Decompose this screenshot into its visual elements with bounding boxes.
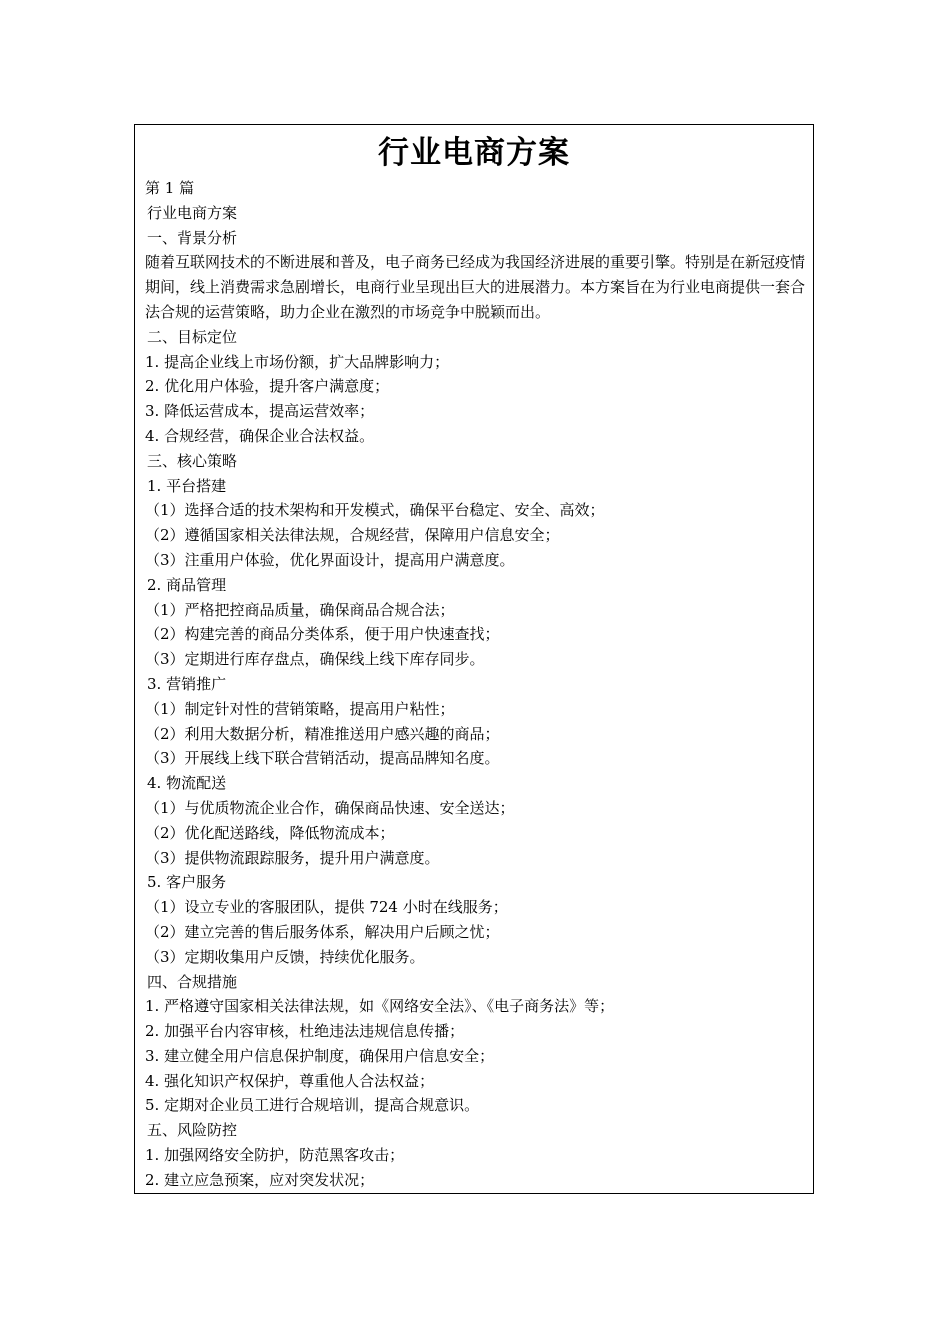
text-line: 2. 建立应急预案，应对突发状况； xyxy=(145,1170,375,1189)
text-line: 4. 强化知识产权保护，尊重他人合法权益； xyxy=(145,1071,435,1090)
document-frame xyxy=(134,124,814,1194)
text-line: （1）与优质物流企业合作，确保商品快速、安全送达； xyxy=(145,798,515,817)
text-line: （2）遵循国家相关法律法规，合规经营，保障用户信息安全； xyxy=(145,526,560,545)
section-heading: 4. 物流配送 xyxy=(147,774,227,793)
text-line: （2）利用大数据分析，精准推送用户感兴趣的商品； xyxy=(145,724,500,743)
document-title: 行业电商方案 xyxy=(378,135,570,171)
text-line: 3. 降低运营成本，提高运营效率； xyxy=(145,402,375,421)
text-line: 1. 严格遵守国家相关法律法规，如《网络安全法》、《电子商务法》等； xyxy=(145,997,615,1016)
text-line: 5. 定期对企业员工进行合规培训，提高合规意识。 xyxy=(145,1096,480,1115)
section-heading: 2. 商品管理 xyxy=(147,575,227,594)
text-line: （1）设立专业的客服团队，提供 724 小时在线服务； xyxy=(145,898,508,917)
text-line: （3）提供物流跟踪服务，提升用户满意度。 xyxy=(145,848,440,867)
text-line: （3）开展线上线下联合营销活动，提高品牌知名度。 xyxy=(145,749,500,768)
text-line: 3. 建立健全用户信息保护制度，确保用户信息安全； xyxy=(145,1046,495,1065)
section-heading: 1. 平台搭建 xyxy=(147,476,227,495)
section-heading: 3. 营销推广 xyxy=(147,674,227,693)
text-line: （3）定期进行库存盘点，确保线上线下库存同步。 xyxy=(145,650,485,669)
text-line: （1）选择合适的技术架构和开发模式，确保平台稳定、安全、高效； xyxy=(145,501,605,520)
section-heading: 四、合规措施 xyxy=(147,972,238,991)
text-line: 第 1 篇 xyxy=(145,179,195,197)
text-line: （3）注重用户体验，优化界面设计，提高用户满意度。 xyxy=(145,550,515,569)
section-heading: 三、核心策略 xyxy=(147,451,238,470)
section-heading: 5. 客户服务 xyxy=(147,873,227,892)
text-line: （1）严格把控商品质量，确保商品合规合法； xyxy=(145,600,455,619)
text-line: （1）制定针对性的营销策略，提高用户粘性； xyxy=(145,699,455,718)
text-line: 1. 提高企业线上市场份额，扩大品牌影响力； xyxy=(145,352,450,371)
text-line: （2）建立完善的售后服务体系，解决用户后顾之忧； xyxy=(145,922,500,941)
section-heading: 二、目标定位 xyxy=(147,327,238,346)
text-line: 2. 优化用户体验，提升客户满意度； xyxy=(145,377,390,396)
paragraph: 随着互联网技术的不断进展和普及，电子商务已经成为我国经济进展的重要引擎。特别是在新冠疫情期间，线上消费需求急剧增长，电商行业呈现出巨大的进展潜力。本方案旨在为行业电商提供一套合法合规的运营策略，助力企业在激烈的市场竞争中脱颖而出。 xyxy=(145,253,806,321)
section-heading: 五、风险防控 xyxy=(147,1121,238,1140)
text-line: （2）优化配送路线，降低物流成本； xyxy=(145,823,395,842)
text-line: 4. 合规经营，确保企业合法权益。 xyxy=(145,426,375,445)
text-line: （3）定期收集用户反馈，持续优化服务。 xyxy=(145,947,425,966)
section-heading: 一、背景分析 xyxy=(147,228,238,247)
text-line: 2. 加强平台内容审核，杜绝违法违规信息传播； xyxy=(145,1022,465,1041)
text-line: （2）构建完善的商品分类体系，便于用户快速查找； xyxy=(145,625,500,644)
text-line: 1. 加强网络安全防护，防范黑客攻击； xyxy=(145,1146,405,1165)
document-body xyxy=(145,176,805,1193)
section-heading: 行业电商方案 xyxy=(147,203,238,222)
